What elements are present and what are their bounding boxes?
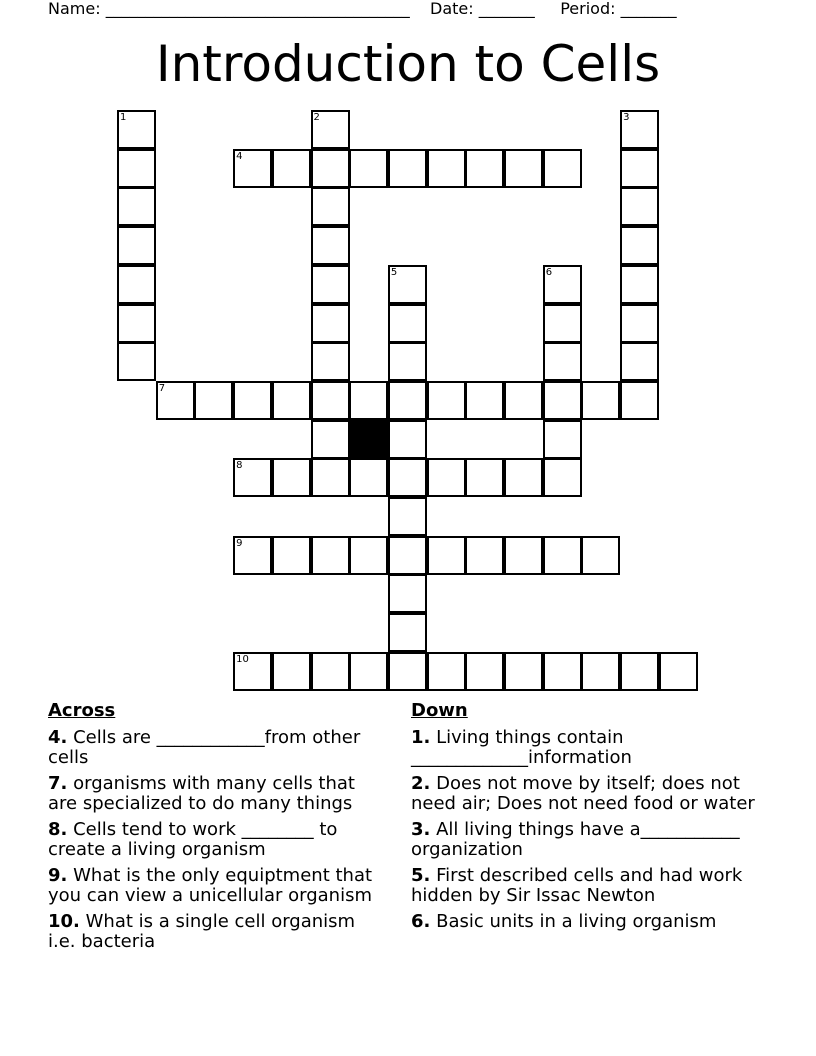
crossword-cell[interactable] (543, 420, 582, 459)
crossword-cell[interactable] (620, 110, 659, 149)
clue-down-6: 6. Basic units in a living organism (411, 911, 717, 932)
crossword-cell[interactable] (427, 652, 466, 691)
crossword-cell[interactable] (349, 381, 388, 420)
crossword-cell[interactable] (543, 458, 582, 497)
crossword-cell[interactable] (543, 265, 582, 304)
crossword-cell[interactable] (349, 652, 388, 691)
crossword-cell[interactable] (117, 304, 156, 343)
across-heading: Across (48, 700, 116, 721)
crossword-cell[interactable] (117, 187, 156, 226)
crossword-cell[interactable] (388, 381, 427, 420)
date-label: Date: (430, 0, 474, 18)
crossword-cell[interactable] (272, 536, 311, 575)
crossword-cell[interactable] (311, 110, 350, 149)
crossword-cell[interactable] (117, 226, 156, 265)
crossword-cell[interactable] (620, 187, 659, 226)
clue-number: 1 (120, 112, 127, 123)
clue-number: 4 (236, 150, 243, 162)
crossword-cell[interactable] (543, 652, 582, 691)
crossword-cell[interactable] (581, 381, 620, 420)
crossword-cell[interactable] (349, 458, 388, 497)
crossword-cell[interactable] (465, 458, 504, 497)
crossword-cell[interactable] (311, 420, 350, 459)
crossword-cell[interactable] (427, 381, 466, 420)
down-clues (411, 700, 761, 938)
name-label: Name: (48, 0, 101, 18)
crossword-cell[interactable] (465, 536, 504, 575)
clue-number: 2 (313, 112, 320, 123)
crossword-cell[interactable] (388, 497, 427, 536)
crossword-cell[interactable] (311, 342, 350, 381)
crossword-cell[interactable] (581, 652, 620, 691)
crossword-cell[interactable] (117, 149, 156, 188)
crossword-cell[interactable] (311, 149, 350, 188)
crossword-cell[interactable] (233, 149, 272, 188)
crossword-cell[interactable] (620, 226, 659, 265)
period-blank[interactable]: _______ (620, 0, 677, 18)
crossword-cell[interactable] (233, 458, 272, 497)
crossword-cell[interactable] (427, 149, 466, 188)
crossword-cell[interactable] (117, 342, 156, 381)
crossword-cell[interactable] (620, 304, 659, 343)
date-blank[interactable]: _______ (478, 0, 535, 18)
clue-across-10: 10. What is a single cell organism i.e. bacteria (48, 911, 356, 952)
crossword-cell[interactable] (388, 265, 427, 304)
crossword-cell[interactable] (311, 265, 350, 304)
crossword-cell[interactable] (349, 536, 388, 575)
crossword-cell[interactable] (272, 149, 311, 188)
crossword-cell[interactable] (504, 381, 543, 420)
crossword-cell[interactable] (388, 458, 427, 497)
clue-number: 10 (236, 653, 249, 665)
crossword-cell[interactable] (543, 304, 582, 343)
clue-number: 3 (623, 112, 630, 123)
clue-number: 5 (390, 266, 398, 278)
crossword-cell[interactable] (659, 652, 698, 691)
crossword-cell[interactable] (427, 536, 466, 575)
crossword-cell[interactable] (543, 342, 582, 381)
crossword-cell[interactable] (311, 187, 350, 226)
crossword-cell[interactable] (233, 536, 272, 575)
clue-number: 8 (236, 460, 243, 472)
crossword-cell[interactable] (427, 458, 466, 497)
page-title: Introduction to Cells (155, 35, 661, 93)
crossword-cell[interactable] (194, 381, 233, 420)
crossword-cell[interactable] (349, 149, 388, 188)
crossword-cell[interactable] (620, 265, 659, 304)
crossword-cell[interactable] (311, 226, 350, 265)
clue-number: 7 (158, 382, 166, 394)
crossword-cell[interactable] (311, 536, 350, 575)
crossword-cell[interactable] (311, 304, 350, 343)
crossword-cell[interactable] (388, 420, 427, 459)
crossword-cell[interactable] (620, 149, 659, 188)
crossword-cell[interactable] (465, 381, 504, 420)
crossword-cell[interactable] (581, 536, 620, 575)
crossword-cell[interactable] (272, 652, 311, 691)
crossword-cell[interactable] (388, 536, 427, 575)
clue-down-1: 1. Living things contain _____________information (411, 727, 632, 768)
crossword-cell[interactable] (117, 110, 156, 149)
crossword-cell[interactable] (620, 381, 659, 420)
clue-number: 9 (236, 537, 243, 549)
crossword-cell[interactable] (504, 652, 543, 691)
crossword-cell[interactable] (465, 652, 504, 691)
clue-across-8: 8. Cells tend to work ________ to create a living organism (48, 819, 338, 860)
crossword-cell[interactable] (311, 652, 350, 691)
crossword-cell[interactable] (388, 613, 427, 652)
crossword-cell[interactable] (272, 381, 311, 420)
crossword-cell[interactable] (311, 381, 350, 420)
crossword-cell[interactable] (543, 149, 582, 188)
crossword-cell[interactable] (543, 536, 582, 575)
crossword-cell[interactable] (620, 342, 659, 381)
period-label: Period: (560, 0, 616, 18)
crossword-cell[interactable] (117, 265, 156, 304)
across-clues (48, 700, 388, 958)
crossword-cell[interactable] (388, 149, 427, 188)
crossword-cell[interactable] (388, 574, 427, 613)
crossword-black-cell (349, 420, 388, 459)
crossword-cell[interactable] (504, 536, 543, 575)
crossword-cell[interactable] (465, 149, 504, 188)
clue-across-7: 7. organisms with many cells that are specialized to do many things (48, 773, 355, 814)
crossword-cell[interactable] (504, 149, 543, 188)
clue-down-2: 2. Does not move by itself; does not need air; Does not need food or water (411, 773, 755, 814)
crossword-cell[interactable] (233, 381, 272, 420)
clue-across-9: 9. What is the only equiptment that you can view a unicellular organism (48, 865, 373, 906)
crossword-cell[interactable] (620, 652, 659, 691)
clue-number: 6 (545, 266, 553, 278)
crossword-cell[interactable] (388, 342, 427, 381)
crossword-cell[interactable] (233, 652, 272, 691)
crossword-cell[interactable] (504, 458, 543, 497)
crossword-cell[interactable] (388, 304, 427, 343)
crossword-cell[interactable] (311, 458, 350, 497)
crossword-cell[interactable] (272, 458, 311, 497)
name-blank[interactable]: ______________________________________ (105, 0, 410, 18)
down-heading: Down (411, 700, 468, 721)
clue-down-3: 3. All living things have a___________ organization (411, 819, 740, 860)
clue-across-4: 4. Cells are ____________from other cells (48, 727, 361, 768)
crossword-cell[interactable] (388, 652, 427, 691)
crossword-cell[interactable] (543, 381, 582, 420)
crossword-cell[interactable] (156, 381, 195, 420)
clue-down-5: 5. First described cells and had work hidden by Sir Issac Newton (411, 865, 743, 906)
